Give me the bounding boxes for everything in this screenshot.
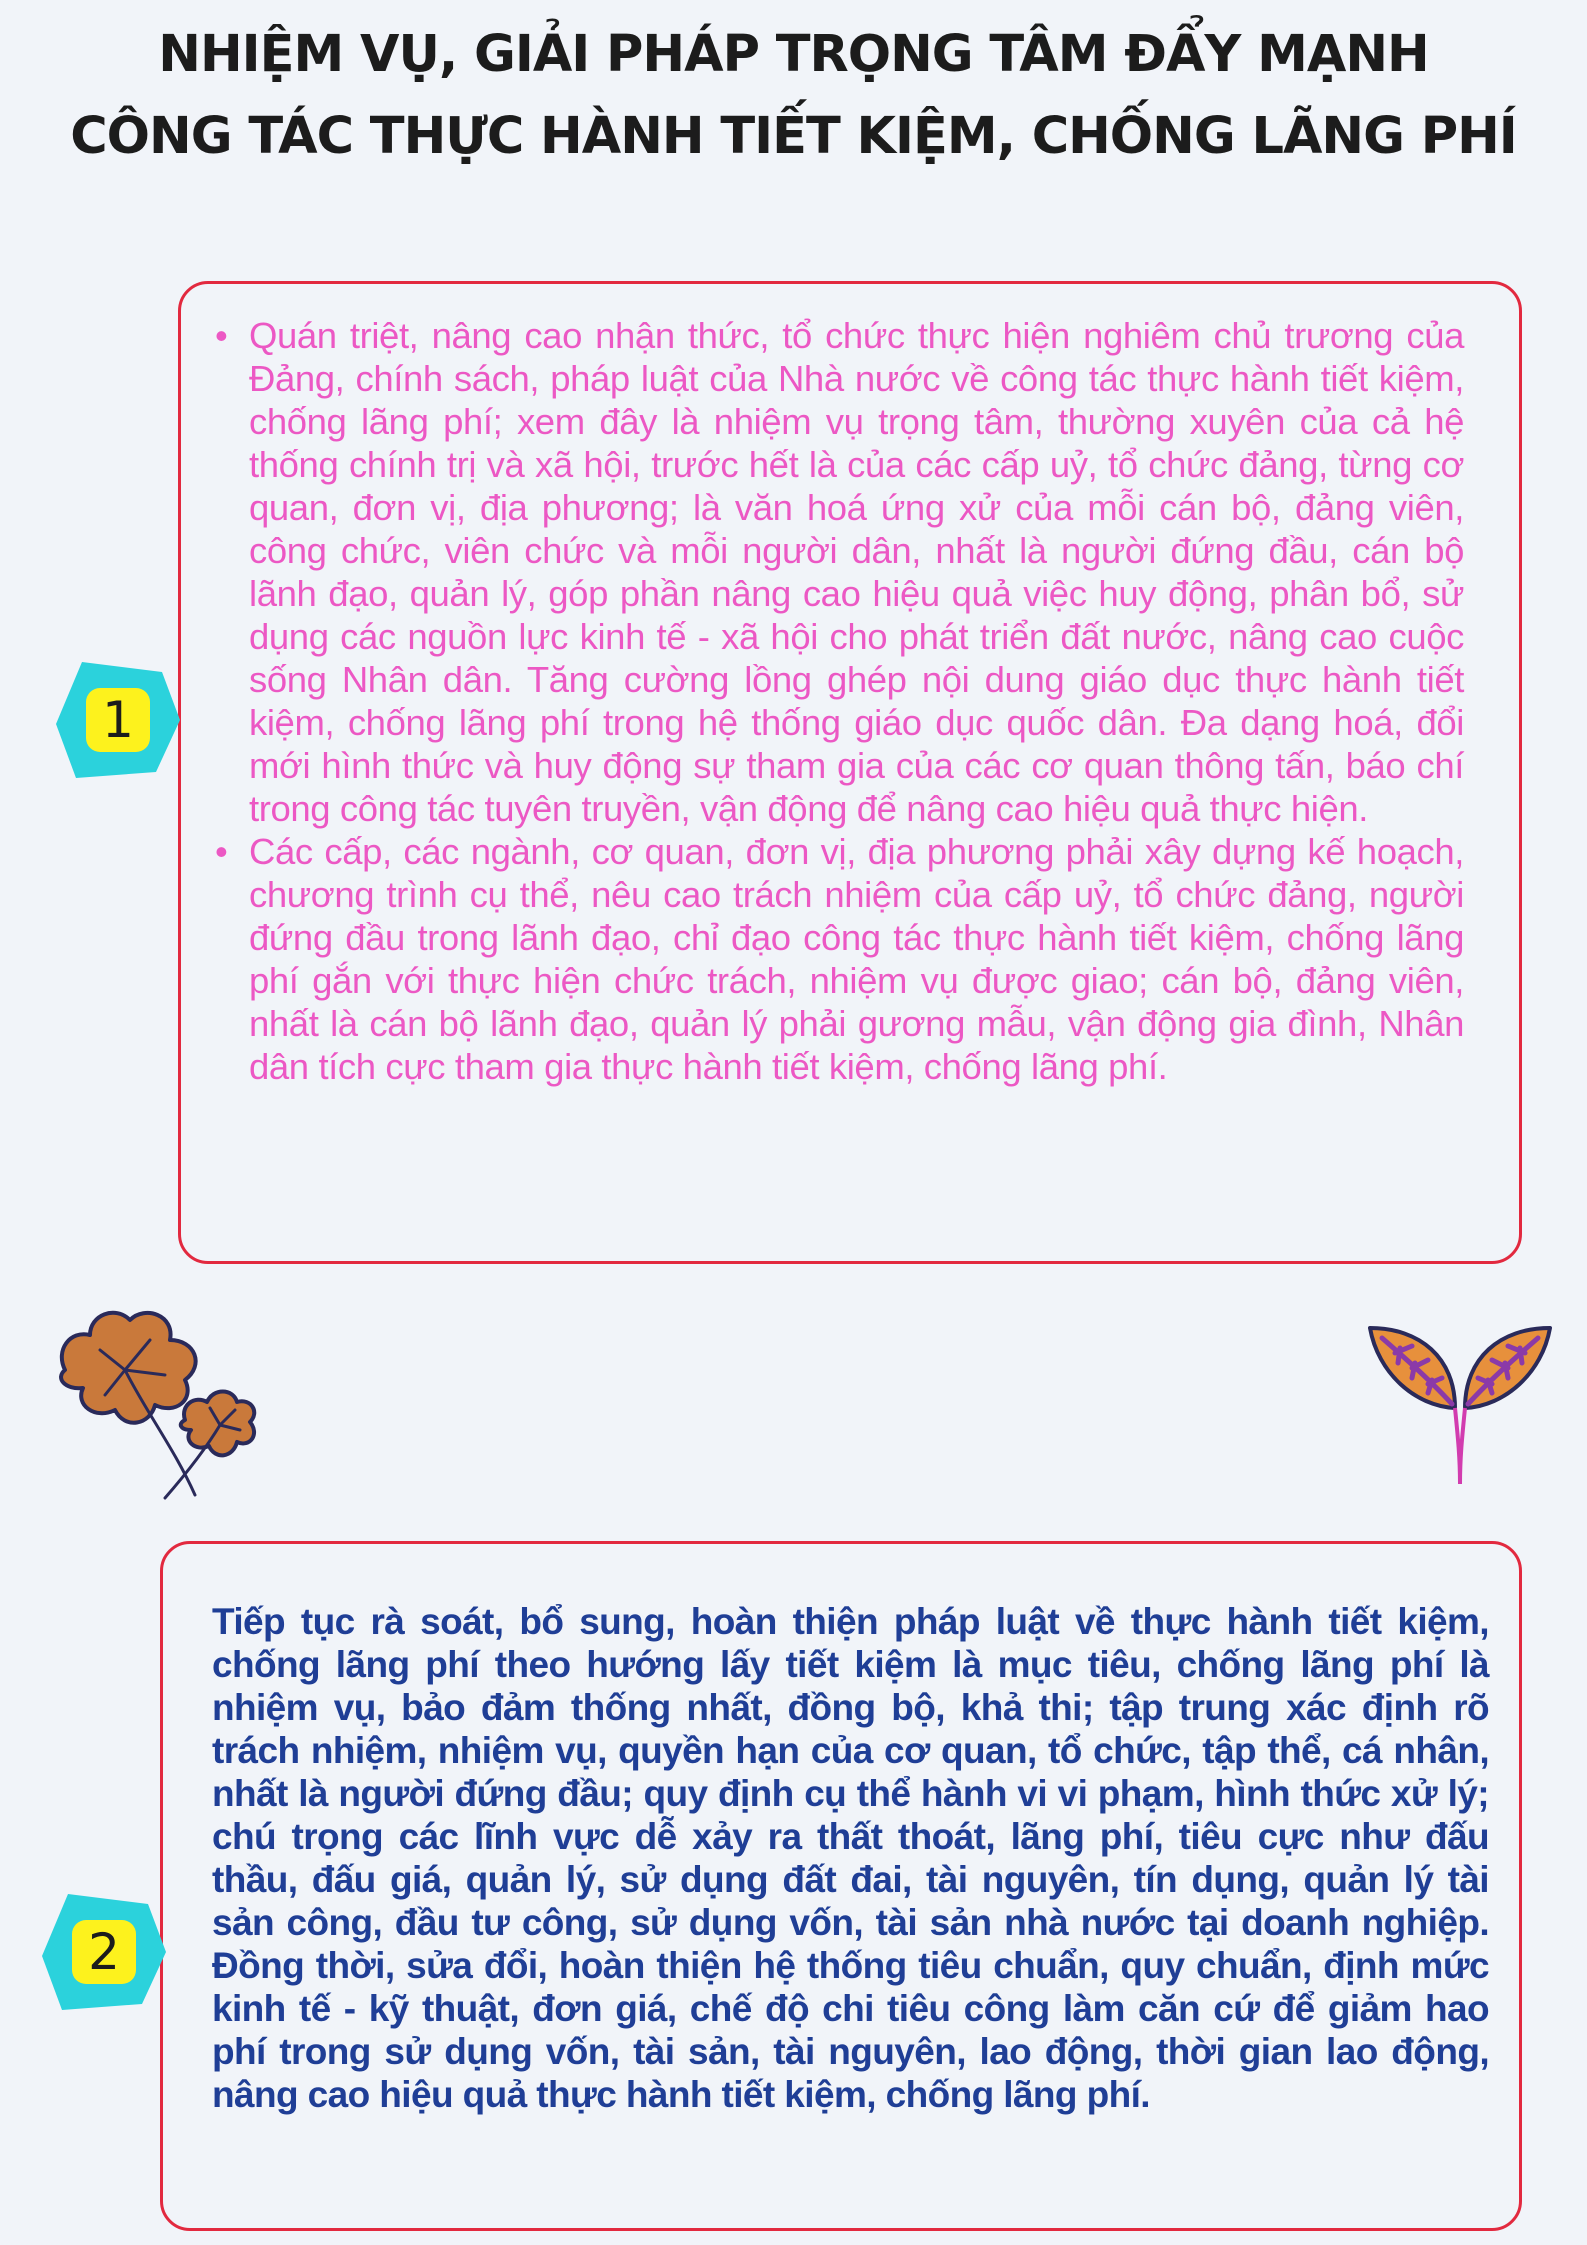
section-2-card: [160, 1541, 1522, 2231]
maple-leaves-icon: [45, 1300, 275, 1500]
section-1-bullet-list: [215, 314, 1464, 1088]
section-1-badge: [52, 654, 184, 786]
title-line-1: NHIỆM VỤ, GIẢI PHÁP TRỌNG TÂM ĐẨY MẠNH: [158, 25, 1429, 84]
sprout-leaves-icon: [1360, 1318, 1560, 1486]
section-1-card: [178, 281, 1522, 1264]
section-2-number: 2: [88, 1923, 120, 1981]
section-2-text: Tiếp tục rà soát, bổ sung, hoàn thiện pháp luật về thực hành tiết kiệm, chống lãng phí theo hướng lấy tiết kiệm là mục tiêu, chống lãng phí là nhiệm vụ, bảo đảm thống nhất, đồng bộ, khả thi; tập trung xác định rõ trách nhiệm, nhiệm vụ, quyền hạn của cơ quan, tổ chức, tập thể, cá nhân, nhất là người đứng đầu; quy định cụ thể hành vi vi phạm, hình thức xử lý; chú trọng các lĩnh vực dễ xảy ra thất thoát, lãng phí, tiêu cực như đấu thầu, đấu giá, quản lý, sử dụng đất đai, tài nguyên, tín dụng, quản lý tài sản công, đầu tư công, sử dụng vốn, tài sản nhà nước tại doanh nghiệp. Đồng thời, sửa đổi, hoàn thiện hệ thống tiêu chuẩn, quy chuẩn, định mức kinh tế - kỹ thuật, đơn giá, chế độ chi tiêu công làm căn cứ để giảm hao phí trong sử dụng vốn, tài sản, tài nguyên, lao động, thời gian lao động, nâng cao hiệu quả thực hành tiết kiệm, chống lãng phí.: [212, 1601, 1489, 2115]
section-1-bullet-1: • Quán triệt, nâng cao nhận thức, tổ chức thực hiện nghiêm chủ trương của Đảng, chính sách, pháp luật của Nhà nước về công tác thực hành tiết kiệm, chống lãng phí; xem đây là nhiệm vụ trọng tâm, thường xuyên của cả hệ thống chính trị và xã hội, trước hết là của các cấp uỷ, tổ chức đảng, từng cơ quan, đơn vị, địa phương; là văn hoá ứng xử của mỗi cán bộ, đảng viên, công chức, viên chức và mỗi người dân, nhất là người đứng đầu, cán bộ lãnh đạo, quản lý, góp phần nâng cao hiệu quả việc huy động, phân bổ, sử dụng các nguồn lực kinh tế - xã hội cho phát triển đất nước, nâng cao cuộc sống Nhân dân. Tăng cường lồng ghép nội dung giáo dục thực hành tiết kiệm, chống lãng phí trong hệ thống giáo dục quốc dân. Đa dạng hoá, đổi mới hình thức và huy động sự tham gia của các cơ quan thông tấn, báo chí trong công tác tuyên truyền, vận động để nâng cao hiệu quả thực hiện.: [215, 314, 1464, 830]
page-title: [0, 14, 1587, 178]
title-line-2: CÔNG TÁC THỰC HÀNH TIẾT KIỆM, CHỐNG LÃNG PHÍ: [70, 107, 1517, 166]
section-1-bullet-2: • Các cấp, các ngành, cơ quan, đơn vị, địa phương phải xây dựng kế hoạch, chương trình cụ thể, nêu cao trách nhiệm của cấp uỷ, tổ chức đảng, người đứng đầu trong lãnh đạo, chỉ đạo công tác thực hành tiết kiệm, chống lãng phí gắn với thực hiện chức trách, nhiệm vụ được giao; cán bộ, đảng viên, nhất là cán bộ lãnh đạo, quản lý phải gương mẫu, vận động gia đình, Nhân dân tích cực tham gia thực hành tiết kiệm, chống lãng phí.: [215, 830, 1464, 1088]
section-2-badge: [38, 1886, 170, 2018]
section-1-number: 1: [102, 691, 134, 749]
